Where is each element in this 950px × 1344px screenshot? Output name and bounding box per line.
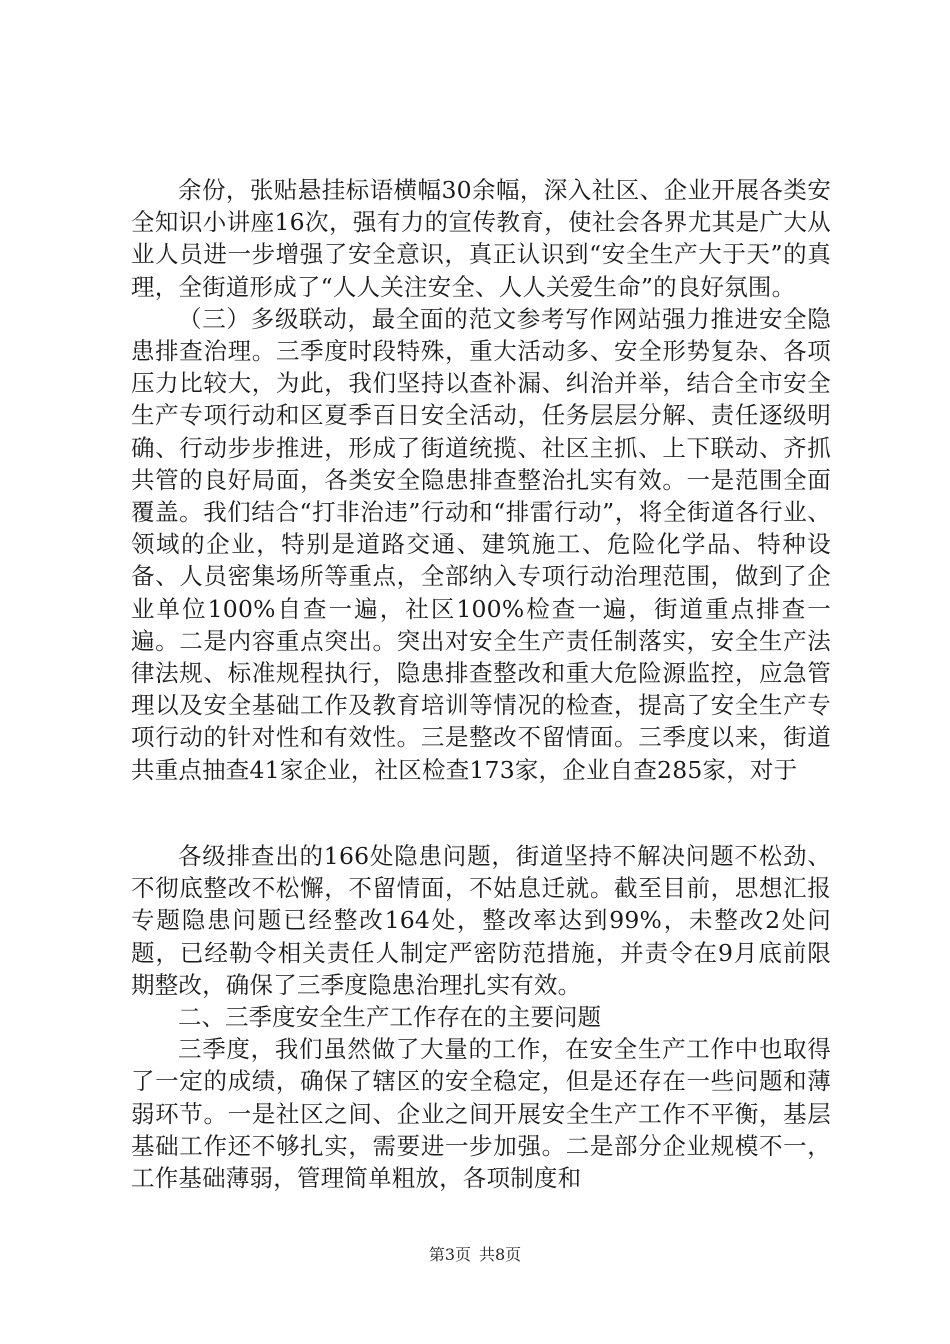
- page-number-total: 共8页: [479, 1245, 522, 1264]
- paragraph-rectification: 各级排查出的166处隐患问题，街道坚持不解决问题不松劲、不彻底整改不松懈，不留情面，不姑息迁就。截至目前，思想汇报专题隐患问题已经整改164处，整改率达到99%，未整改2处问题，已经勒令相关责任人制定严密防范措施，并责令在9月底前限期整改，确保了三季度隐患治理扎实有效。: [131, 842, 831, 999]
- text-block-bottom: [131, 840, 831, 1194]
- paragraph-problems: 三季度，我们虽然做了大量的工作，在安全生产工作中也取得了一定的成绩，确保了辖区的安全稳定，但是还存在一些问题和薄弱环节。一是社区之间、企业之间开展安全生产工作不平衡，基层基础工作还不够扎实，需要进一步加强。二是部分企业规模不一，工作基础薄弱，管理简单粗放，各项制度和: [131, 1035, 831, 1193]
- text-block-top: [131, 174, 831, 786]
- paragraph-propaganda: 余份，张贴悬挂标语横幅30余幅，深入社区、企业开展各类安全知识小讲座16次，强有力的宣传教育，使社会各界尤其是广大从业人员进一步增强了安全意识，真正认识到“安全生产大于天”的真理，全街道形成了“人人关注安全、人人关爱生命”的良好氛围。: [131, 176, 831, 301]
- paragraph-multilevel-linkage: （三）多级联动，最全面的范文参考写作网站强力推进安全隐患排查治理。三季度时段特殊，重大活动多、安全形势复杂、各项压力比较大，为此，我们坚持以查补漏、纠治并举，结合全市安全生产专项行动和区夏季百日安全活动，任务层层分解、责任逐级明确、行动步步推进，形成了街道统揽、社区主抓、上下联动、齐抓共管的良好局面，各类安全隐患排查整治扎实有效。一是范围全面覆盖。我们结合“打非治违”行动和“排雷行动”，将全街道各行业、领域的企业，特别是道路交通、建筑施工、危险化学品、特种设备、人员密集场所等重点，全部纳入专项行动治理范围，做到了企业单位100%自查一遍，社区100%检查一遍，街道重点排查一遍。二是内容重点突出。突出对安全生产责任制落实，安全生产法律法规、标准规程执行，隐患排查整改和重大危险源监控，应急管理以及安全基础工作及教育培训等情况的检查，提高了安全生产专项行动的针对性和有效性。三是整改不留情面。三季度以来，街道共重点抽查41家企业，社区检查173家，企业自查285家，对于: [131, 304, 831, 784]
- section-heading-problems: 二、三季度安全生产工作存在的主要问题: [178, 1003, 601, 1032]
- page-number-current: 第3页: [428, 1245, 471, 1264]
- page-footer: [0, 1245, 950, 1265]
